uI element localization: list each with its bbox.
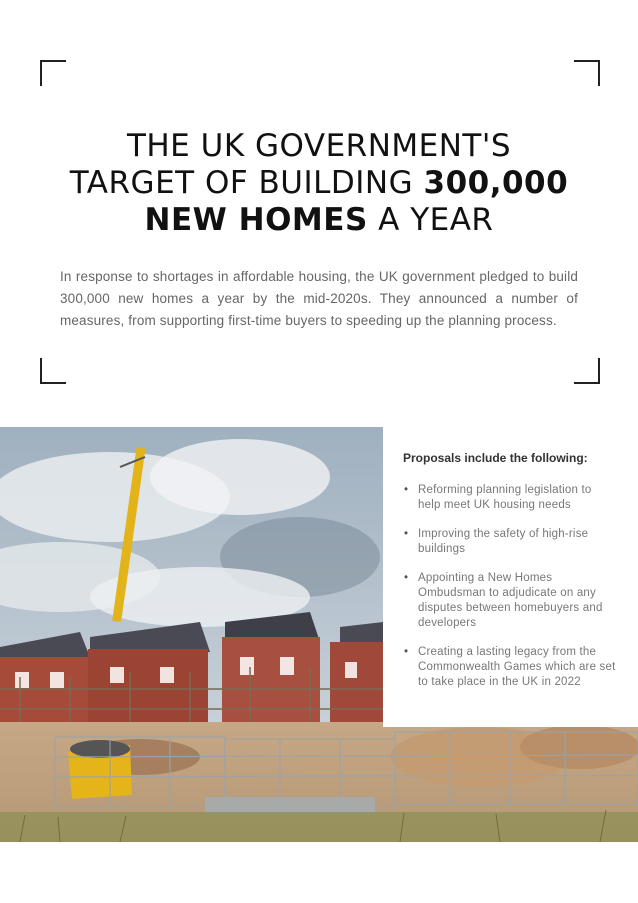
bullet-icon: • bbox=[404, 646, 409, 658]
proposal-text: Reforming planning legislation to help meet UK housing needs bbox=[418, 484, 592, 511]
list-item bbox=[403, 483, 617, 513]
list-item bbox=[403, 645, 617, 690]
proposal-text: Appointing a New Homes Ombudsman to adjudicate on any disputes between homebuyers and developers bbox=[418, 572, 603, 629]
bullet-icon: • bbox=[404, 572, 409, 584]
proposals-panel bbox=[383, 427, 638, 727]
bullet-icon: • bbox=[404, 528, 409, 540]
proposals-list bbox=[403, 483, 617, 704]
title-highlight-phrase: NEW HOMES bbox=[144, 202, 368, 238]
list-item bbox=[403, 571, 617, 631]
skip-container bbox=[68, 740, 132, 799]
proposal-text: Creating a lasting legacy from the Commonwealth Games which are set to take place in the UK in 2022 bbox=[418, 646, 616, 688]
title-highlight-number: 300,000 bbox=[423, 165, 569, 201]
intro-paragraph: In response to shortages in affordable housing, the UK government pledged to build 300,000 new homes a year by the mid-2020s. They announced a number of measures, from supporting first-time buyers to speeding up the planning process. bbox=[60, 269, 578, 328]
proposals-heading: Proposals include the following: bbox=[403, 451, 588, 465]
proposal-text: Improving the safety of high-rise buildings bbox=[418, 528, 589, 555]
page-title bbox=[40, 128, 598, 239]
corner-mark-bottom-right bbox=[574, 358, 600, 384]
corner-mark-top-right bbox=[574, 60, 600, 86]
bullet-icon: • bbox=[404, 484, 409, 496]
list-item bbox=[403, 527, 617, 557]
title-line-1: THE UK GOVERNMENT'S bbox=[126, 128, 512, 164]
corner-mark-bottom-left bbox=[40, 358, 66, 384]
corner-mark-top-left bbox=[40, 60, 66, 86]
title-line-3: A YEAR bbox=[378, 202, 494, 238]
title-line-2: TARGET OF BUILDING bbox=[69, 165, 414, 201]
